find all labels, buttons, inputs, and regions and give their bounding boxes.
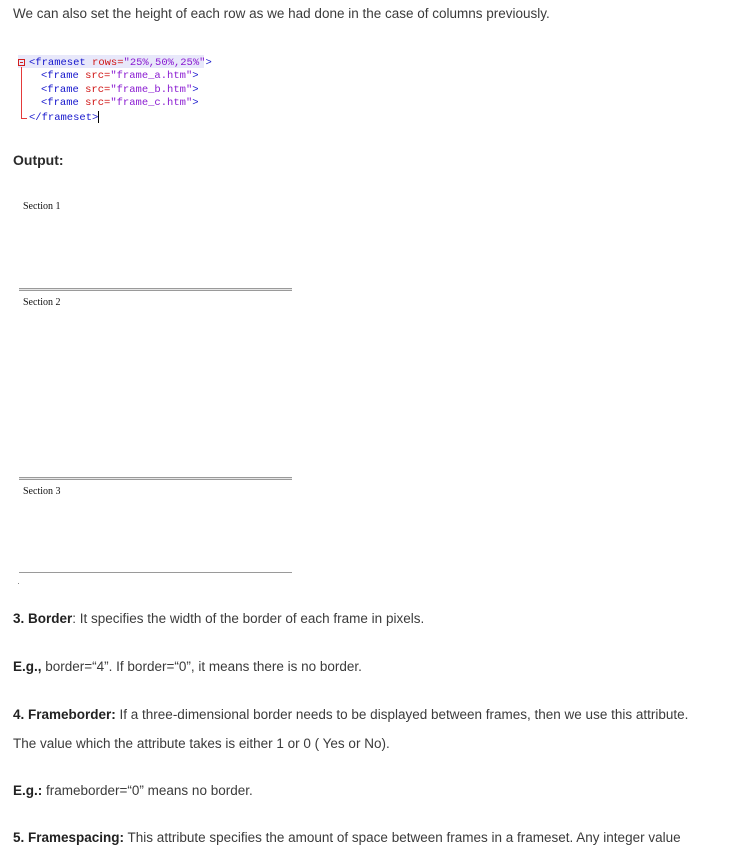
text-caret bbox=[98, 111, 99, 123]
frame-bottom-border bbox=[19, 572, 292, 573]
fold-guide-end bbox=[21, 118, 27, 119]
frame-section-2: Section 2 bbox=[23, 297, 61, 308]
frame-divider-1[interactable] bbox=[19, 288, 292, 291]
framespacing-paragraph: 5. Framespacing: This attribute specifies the amount of space between frames in a frameset. Any integer value bbox=[13, 830, 681, 845]
intro-paragraph: We can also set the height of each row as we had done in the case of columns previously. bbox=[13, 6, 550, 21]
code-line-1: <frameset rows="25%,50%,25%"> bbox=[29, 57, 212, 69]
fold-collapse-icon[interactable] bbox=[18, 59, 25, 66]
code-line-5: </frameset> bbox=[29, 111, 99, 124]
frame-section-3: Section 3 bbox=[23, 486, 61, 497]
border-example-paragraph: E.g., border=“4”. If border=“0”, it means there is no border. bbox=[13, 659, 362, 674]
frameborder-example-paragraph: E.g.: frameborder=“0” means no border. bbox=[13, 783, 253, 798]
stray-dot bbox=[18, 583, 19, 584]
code-editor-snippet bbox=[14, 55, 218, 127]
code-line-4: <frame src="frame_c.htm"> bbox=[41, 97, 199, 110]
code-line-3: <frame src="frame_b.htm"> bbox=[41, 83, 199, 96]
border-paragraph: 3. Border: It specifies the width of the border of each frame in pixels. bbox=[13, 611, 425, 626]
frameborder-paragraph: 4. Frameborder: If a three-dimensional border needs to be displayed between frames, then we use this attribute. bbox=[13, 707, 689, 722]
frame-divider-2[interactable] bbox=[19, 477, 292, 480]
frame-section-1: Section 1 bbox=[23, 201, 61, 212]
code-line-2: <frame src="frame_a.htm"> bbox=[41, 70, 199, 83]
fold-guide-line bbox=[21, 67, 22, 119]
frameborder-paragraph-line2: The value which the attribute takes is either 1 or 0 ( Yes or No). bbox=[13, 736, 390, 751]
output-heading: Output: bbox=[13, 152, 64, 168]
